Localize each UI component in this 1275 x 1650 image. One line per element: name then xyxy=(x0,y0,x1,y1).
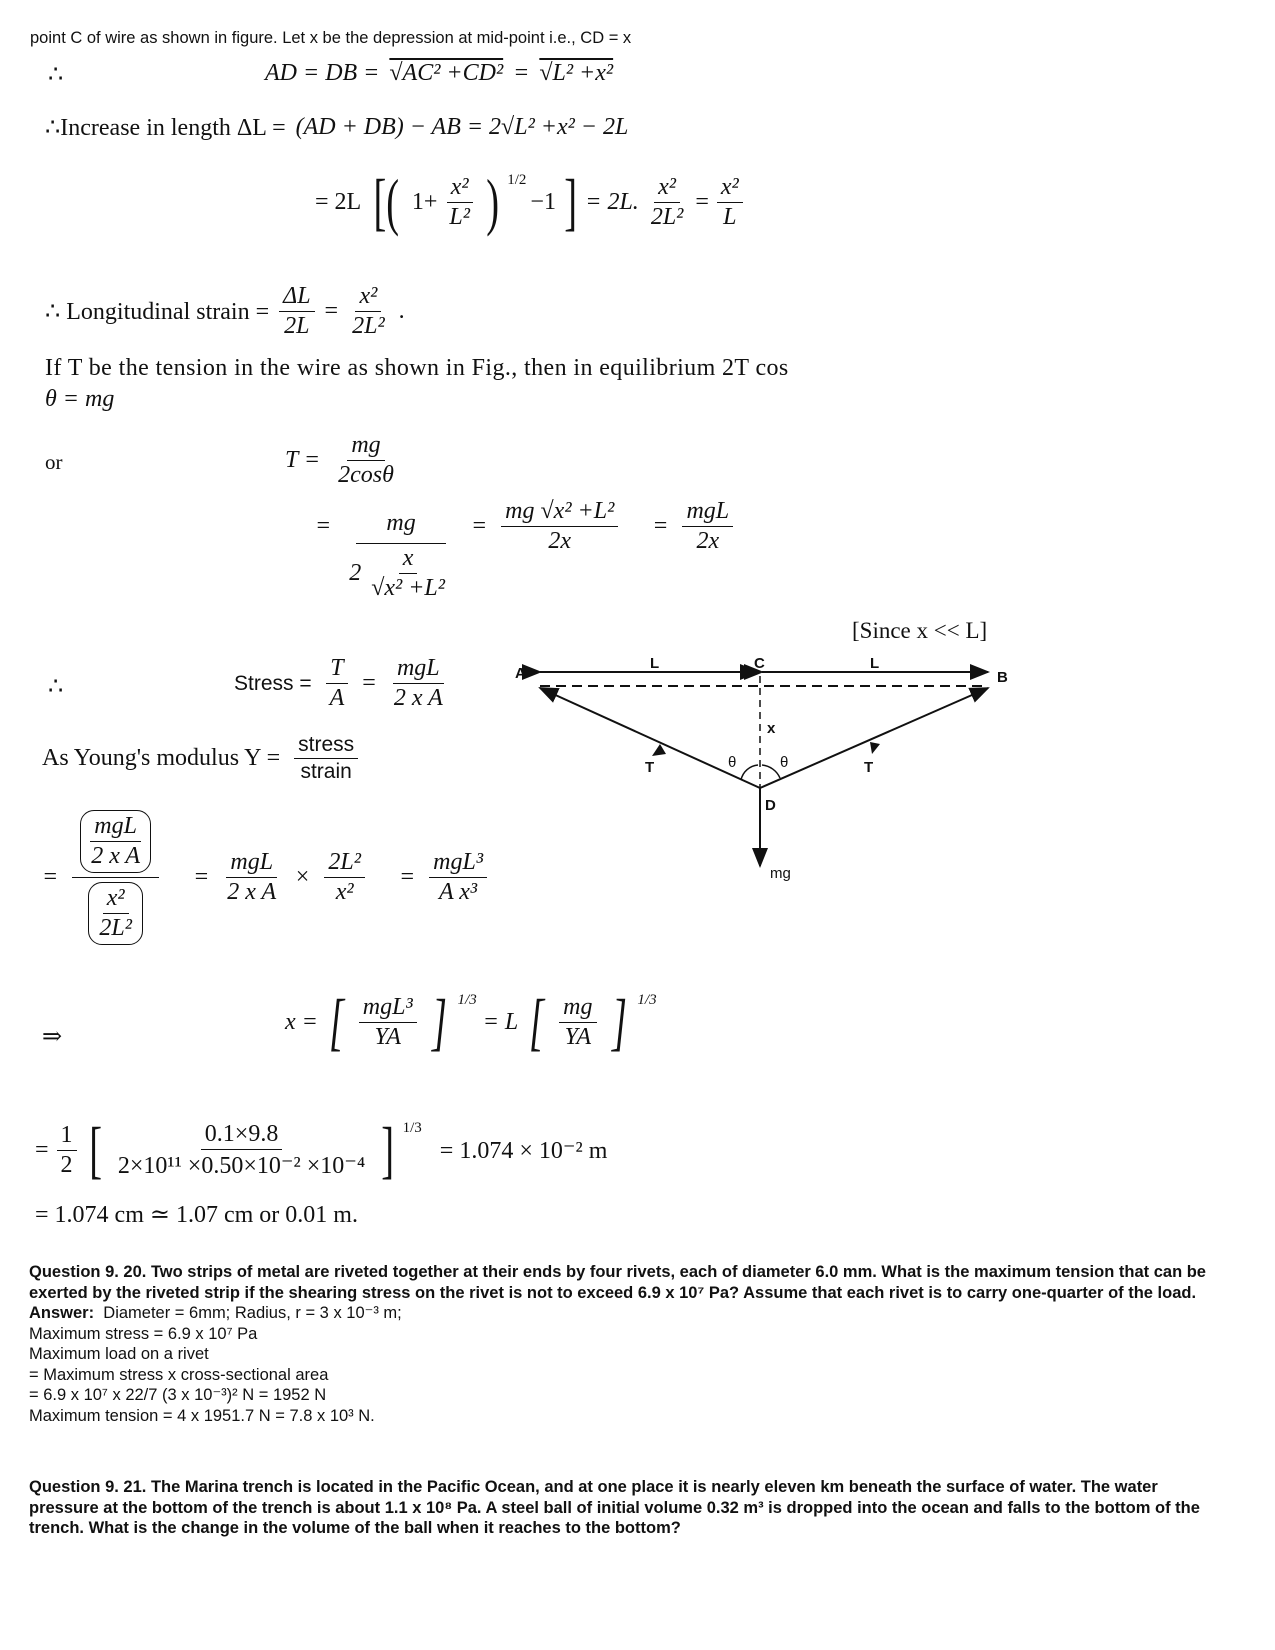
eq-mid: √AC² +CD² xyxy=(389,60,504,86)
fraction xyxy=(559,994,596,1051)
eq-rhs: (AD + DB) − AB = 2√L² +x² − 2L xyxy=(295,114,629,140)
fraction xyxy=(348,283,389,340)
bracket: [ xyxy=(328,986,344,1057)
fraction xyxy=(114,1121,369,1180)
fraction xyxy=(324,849,365,906)
fraction xyxy=(367,545,449,602)
answer-text: Maximum tension = 4 x 1951.7 N = 7.8 x 10³ N. xyxy=(29,1406,375,1425)
numerator: T xyxy=(326,655,347,684)
answer-text: Maximum load on a rivet xyxy=(29,1345,209,1363)
equation-modulus-expanded xyxy=(42,810,491,945)
exponent: 1/3 xyxy=(457,991,477,1008)
fraction xyxy=(647,174,688,231)
equation-youngs-modulus xyxy=(42,733,362,784)
label-a: A xyxy=(515,665,526,682)
eq-sign: = L xyxy=(482,1008,519,1035)
numerator: mgL xyxy=(226,849,277,878)
denominator: 2x xyxy=(548,527,572,554)
label-t-left: T xyxy=(645,759,655,776)
angle-arc-left xyxy=(741,765,758,780)
denominator: 2L xyxy=(284,313,310,339)
fraction xyxy=(429,849,487,906)
numerator: 1 xyxy=(57,1122,77,1151)
eq-sign: × xyxy=(294,864,311,890)
fraction xyxy=(682,498,733,555)
eq-sign: = xyxy=(315,512,332,539)
eq-lhs: x = xyxy=(285,1008,318,1035)
denominator: 2L² xyxy=(650,203,684,230)
denominator: 2L² xyxy=(99,915,132,941)
eq-lhs: As Young's modulus Y = xyxy=(42,745,281,771)
fraction xyxy=(326,655,349,712)
numerator: x² xyxy=(654,174,680,203)
numerator xyxy=(72,810,159,878)
eq-sign: = xyxy=(652,512,669,539)
eq-result: = 1.074 × 10⁻² m xyxy=(439,1137,608,1164)
eq-part: = 2L. xyxy=(585,188,639,215)
denominator: 2×10¹¹ ×0.50×10⁻² ×10⁻⁴ xyxy=(117,1152,366,1179)
denominator: 2cosθ xyxy=(338,462,394,488)
eq-sign: = xyxy=(35,1136,49,1163)
eq-part: 1+ xyxy=(411,188,438,215)
exponent: 1/2 xyxy=(507,171,527,188)
eq-sign: = xyxy=(362,670,376,696)
label-l-right: L xyxy=(870,655,880,672)
equation-tension xyxy=(285,432,402,489)
fraction xyxy=(279,283,314,340)
fraction xyxy=(717,174,743,231)
eq-sign: = xyxy=(470,512,488,539)
numerator: mg xyxy=(347,432,384,461)
denominator: 2 x A xyxy=(227,879,277,905)
answer-text: Maximum stress = 6.9 x 10⁷ Pa xyxy=(29,1324,258,1343)
denominator: A x³ xyxy=(439,879,478,905)
label-c: C xyxy=(754,655,765,672)
answer-text: = Maximum stress x cross-sectional area xyxy=(29,1365,329,1384)
fraction xyxy=(294,733,358,784)
bracket: ] xyxy=(564,166,578,237)
eq-lhs: ∴ Longitudinal strain = xyxy=(45,299,270,325)
denominator: A xyxy=(329,685,345,711)
eq-part: . xyxy=(398,298,405,324)
intro-text: point C of wire as shown in figure. Let x be the depression at mid-point i.e., CD = x xyxy=(30,29,632,47)
answer-label: Answer: xyxy=(29,1304,95,1322)
denominator: 2x xyxy=(696,527,720,554)
bracket: ] xyxy=(611,986,627,1057)
equation-numeric xyxy=(35,1114,608,1185)
denominator: 2L² xyxy=(352,313,385,339)
numerator: mgL³ xyxy=(359,994,417,1023)
denominator: YA xyxy=(564,1023,592,1050)
numerator: x² xyxy=(447,174,473,203)
fraction xyxy=(445,174,474,231)
eq-lhs: Stress = xyxy=(234,671,312,695)
denominator: 2 x A xyxy=(91,843,141,869)
label-d: D xyxy=(765,797,776,814)
equation-binomial xyxy=(315,166,747,237)
fraction xyxy=(88,882,143,945)
numerator: mgL xyxy=(393,655,444,684)
answer-text: Diameter = 6mm; Radius, r = 3 x 10⁻³ m; xyxy=(103,1304,402,1322)
fraction xyxy=(72,810,159,945)
eq-lhs: T = xyxy=(285,447,321,473)
equation-stress xyxy=(234,655,451,712)
equation-ad-db xyxy=(265,60,613,87)
wire-db xyxy=(760,688,988,788)
eq-sign: = xyxy=(324,298,339,324)
numerator: mg √x² +L² xyxy=(501,498,618,527)
eq-sign: = xyxy=(513,60,530,86)
equation-longitudinal-strain xyxy=(45,283,405,340)
numerator: mgL xyxy=(90,813,141,842)
fraction xyxy=(390,655,447,712)
implies-symbol: ⇒ xyxy=(42,1024,63,1050)
fraction xyxy=(501,498,618,555)
bracket: ] xyxy=(431,986,447,1057)
denominator: YA xyxy=(374,1023,401,1050)
bracket: ) xyxy=(486,166,499,237)
question-text: Question 9. 20. Two strips of metal are riveted together at their ends by four rivets, each of diameter 6.0 mm. What is the maximum tension that can be exerted by the riveted strip if the shearing stress on the rivet is not to exceed 6.9 x 10⁷ Pa? Assume that each rivet is to carry one-quarter of the load. xyxy=(29,1263,1206,1302)
denominator xyxy=(80,878,151,945)
paragraph-tension-cont: θ = mg xyxy=(45,386,115,412)
eq-sign: = xyxy=(42,864,59,890)
fraction xyxy=(334,432,398,489)
denominator: L² xyxy=(449,203,470,230)
since-note: [Since x << L] xyxy=(852,618,988,643)
label-b: B xyxy=(997,669,1008,686)
denominator xyxy=(345,544,457,602)
question-9-21: Question 9. 21. The Marina trench is located in the Pacific Ocean, and at one place it is nearly eleven km beneath the surface of water. The water pressure at the bottom of the trench is about 1.1 x 10⁸ Pa. A steel ball of initial volume 0.32 m³ is dropped into the ocean and falls to the bottom of the trench. What is the change in the volume of the ball when it reaches to the bottom? xyxy=(29,1478,1200,1537)
label-t-right: T xyxy=(864,759,874,776)
equation-increase-length xyxy=(45,113,628,142)
answer-line xyxy=(29,1303,1214,1324)
label-theta-left: θ xyxy=(728,754,737,771)
numerator: 0.1×9.8 xyxy=(201,1121,283,1150)
eq-part: = xyxy=(695,188,709,215)
tension-arrow-right xyxy=(870,742,880,754)
bracket: [ xyxy=(529,986,545,1057)
fraction xyxy=(345,510,457,602)
eq-rhs: √L² +x² xyxy=(539,60,614,86)
bracket: ] xyxy=(381,1114,395,1185)
numerator: x² xyxy=(103,885,129,914)
fraction xyxy=(359,994,417,1051)
fraction xyxy=(80,810,151,873)
eq-part: 2 xyxy=(349,560,362,586)
question-9-20 xyxy=(29,1262,1214,1426)
denominator: strain xyxy=(300,760,352,783)
wire-figure xyxy=(500,640,1040,900)
therefore-symbol: ∴ xyxy=(48,62,64,88)
eq-part: −1 xyxy=(530,188,556,215)
label-theta-right: θ xyxy=(780,754,789,771)
equation-x-solution xyxy=(285,986,657,1057)
bracket: [ xyxy=(88,1114,102,1185)
eq-part: = 2L xyxy=(315,188,362,215)
numerator: x² xyxy=(717,174,743,203)
denominator: x² xyxy=(335,879,354,905)
numerator: mg xyxy=(356,510,445,544)
numerator: stress xyxy=(294,733,358,759)
tension-arrow-left xyxy=(652,744,666,756)
denominator: √x² +L² xyxy=(371,575,445,601)
numerator: x² xyxy=(355,283,381,312)
bracket: [( xyxy=(373,166,400,237)
exponent: 1/3 xyxy=(402,1119,422,1136)
numerator: mg xyxy=(559,994,596,1023)
denominator: 2 x A xyxy=(393,685,443,711)
fraction xyxy=(223,849,280,906)
equation-tension-expanded xyxy=(315,497,737,602)
label-x: x xyxy=(767,720,776,737)
eq-lhs: ∴Increase in length ΔL = xyxy=(45,115,286,141)
eq-sign: = xyxy=(193,864,210,890)
paragraph-tension: If T be the tension in the wire as shown in Fig., then in equilibrium 2T cos xyxy=(45,355,789,381)
final-result: = 1.074 cm ≃ 1.07 cm or 0.01 m. xyxy=(35,1202,358,1228)
label-l-left: L xyxy=(650,655,660,672)
numerator: x xyxy=(399,545,418,574)
label-mg: mg xyxy=(770,865,791,882)
answer-text: = 6.9 x 10⁷ x 22/7 (3 x 10⁻³)² N = 1952 N xyxy=(29,1386,327,1404)
eq-sign: = xyxy=(398,864,416,890)
numerator: mgL³ xyxy=(429,849,487,878)
numerator: 2L² xyxy=(324,849,365,878)
fraction xyxy=(57,1122,77,1179)
eq-lhs: AD = DB = xyxy=(265,60,380,86)
angle-arc-right xyxy=(762,765,780,778)
numerator: ΔL xyxy=(279,283,314,312)
exponent: 1/3 xyxy=(637,991,657,1008)
denominator: L xyxy=(723,203,737,230)
therefore-symbol: ∴ xyxy=(48,674,64,700)
numerator: mgL xyxy=(682,498,733,527)
denominator: 2 xyxy=(60,1151,73,1178)
or-label: or xyxy=(45,450,63,474)
